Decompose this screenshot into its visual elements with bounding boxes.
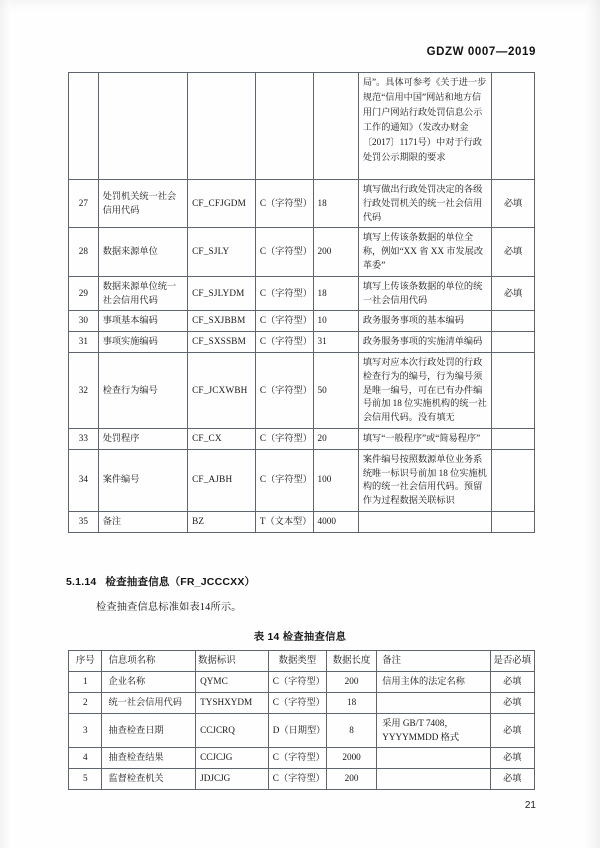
scan-edge-top [0,0,600,10]
cell-length: 20 [313,428,358,449]
cell-type: C（字符型） [255,311,313,332]
cell-remark: 填写对应本次行政处罚的行政检查行为的编号，行为编号须是唯一编号，可在已有办件编号前加 18 位实施机构的统一社会信用代码。没有填无 [358,352,491,428]
cell-name: 抽查检查结果 [102,748,196,769]
cell-length: 10 [313,311,358,332]
column-header-identifier: 数据标识 [196,651,269,672]
cell-required: 必填 [492,276,535,311]
cell-length: 18 [313,276,358,311]
cell-remark [377,769,490,790]
cell-length: 31 [313,332,358,353]
cell-name: 监督检查机关 [102,769,196,790]
cell-identifier [188,73,256,180]
cell-name: 备注 [98,511,187,532]
table-14-caption: 表 14 检查抽查信息 [253,632,347,643]
cell-name: 企业名称 [102,672,196,693]
table-header-row [69,651,535,672]
table-row [69,352,535,428]
cell-remark: 信用主体的法定名称 [377,672,490,693]
cell-identifier: CF_JCXWBH [188,352,256,428]
cell-type: C（字符型） [255,332,313,353]
table-14-inspection-info [68,650,535,790]
cell-name [98,73,187,180]
scan-edge-right [586,0,600,848]
cell-index: 31 [69,332,99,353]
cell-type: C（字符型） [255,276,313,311]
table-row [69,511,535,532]
cell-required [492,511,535,532]
cell-required [492,449,535,511]
table-row [69,449,535,511]
cell-index: 2 [69,692,102,713]
cell-required: 必填 [490,769,534,790]
cell-name: 处罚程序 [98,428,187,449]
cell-remark [377,692,490,713]
cell-name: 数据来源单位 [98,228,187,276]
cell-remark: 填写做出行政处罚决定的各级行政处罚机关的统一社会信用代码 [358,180,491,228]
column-header-length: 数据长度 [326,651,376,672]
cell-required: 必填 [490,748,534,769]
cell-remark: 填写“一般程序”或“简易程序” [358,428,491,449]
cell-remark: 政务服务事项的基本编码 [358,311,491,332]
cell-identifier: CCJCRQ [196,713,269,748]
section-title: 检查抽查信息（FR_JCCCXX） [105,576,256,588]
cell-type: C（字符型） [255,228,313,276]
table-row [69,332,535,353]
column-header-required: 是否必填 [490,651,534,672]
cell-identifier: CF_SXJBBM [188,311,256,332]
cell-remark: 政务服务事项的实施清单编码 [358,332,491,353]
cell-required [492,428,535,449]
cell-name: 检查行为编号 [98,352,187,428]
cell-type: C（字符型） [268,769,326,790]
cell-index: 28 [69,228,99,276]
table-row [69,276,535,311]
cell-identifier: CCJCJG [196,748,269,769]
cell-type: C（字符型） [268,748,326,769]
cell-remark: 案件编号按照数源单位业务系统唯一标识号前加 18 位实施机构的统一社会信用代码。预留作为过程数据关联标识 [358,449,491,511]
cell-remark [358,511,491,532]
column-header-type: 数据类型 [268,651,326,672]
cell-required: 必填 [490,713,534,748]
cell-required: 必填 [490,672,534,693]
table-row [69,769,535,790]
cell-type: C（字符型） [255,428,313,449]
cell-identifier: TYSHXYDM [196,692,269,713]
table-13-body [69,73,535,533]
cell-name: 处罚机关统一社会信用代码 [98,180,187,228]
cell-identifier: CF_CFJGDM [188,180,256,228]
table-row [69,748,535,769]
cell-length: 200 [313,228,358,276]
cell-index: 30 [69,311,99,332]
cell-index: 3 [69,713,102,748]
cell-length: 2000 [326,748,376,769]
cell-remark: 填写上传该条数据的单位的统一社会信用代码 [358,276,491,311]
cell-type: C（字符型） [255,352,313,428]
cell-identifier: CF_AJBH [188,449,256,511]
table-14-body [69,672,535,790]
cell-required [492,332,535,353]
table-row [69,228,535,276]
column-header-index: 序号 [69,651,102,672]
cell-identifier: CF_SJLY [188,228,256,276]
table-row [69,428,535,449]
cell-type: C（字符型） [255,180,313,228]
cell-length: 18 [313,180,358,228]
cell-type: C（字符型） [255,449,313,511]
cell-remark: 采用 GB/T 7408，YYYYMMDD 格式 [377,713,490,748]
cell-name: 案件编号 [98,449,187,511]
cell-required [492,352,535,428]
cell-required: 必填 [490,692,534,713]
column-header-remark: 备注 [377,651,490,672]
cell-length: 4000 [313,511,358,532]
section-heading [66,574,255,589]
table-14-header [69,651,535,672]
cell-required: 必填 [492,228,535,276]
cell-identifier: CF_SJLYDM [188,276,256,311]
table-row [69,180,535,228]
cell-identifier: BZ [188,511,256,532]
cell-required: 必填 [492,180,535,228]
cell-index [69,73,99,180]
cell-name: 数据来源单位统一社会信用代码 [98,276,187,311]
cell-name: 事项实施编码 [98,332,187,353]
table-row-continued [69,73,535,180]
page-header-standard-id: GDZW 0007—2019 [426,46,536,58]
cell-remark: 局”。具体可参考《关于进一步规范“信用中国”网站和地方信用门户网站行政处罚信息公示工作的通知》（发改办财金〔2017〕1171号）中对于行政处罚公示期限的要求 [358,73,491,180]
cell-length: 18 [326,692,376,713]
cell-type [255,73,313,180]
table-row [69,311,535,332]
cell-length: 8 [326,713,376,748]
section-paragraph: 检查抽查信息标准如表14所示。 [96,602,242,613]
cell-name: 抽查检查日期 [102,713,196,748]
page-number: 21 [524,800,536,811]
cell-type: C（字符型） [268,692,326,713]
cell-identifier: CF_CX [188,428,256,449]
cell-index: 35 [69,511,99,532]
cell-remark [377,748,490,769]
cell-length: 50 [313,352,358,428]
table-row [69,713,535,748]
cell-identifier: CF_SXSSBM [188,332,256,353]
cell-index: 33 [69,428,99,449]
table-13-administrative-penalty-info [68,72,535,533]
cell-index: 5 [69,769,102,790]
cell-index: 29 [69,276,99,311]
cell-required [492,311,535,332]
cell-index: 1 [69,672,102,693]
cell-required [492,73,535,180]
cell-type: T（文本型） [255,511,313,532]
table-row [69,692,535,713]
section-number: 5.1.14 [66,576,97,588]
cell-type: D（日期型） [268,713,326,748]
cell-identifier: QYMC [196,672,269,693]
cell-index: 32 [69,352,99,428]
cell-index: 34 [69,449,99,511]
cell-length: 200 [326,769,376,790]
cell-index: 4 [69,748,102,769]
cell-identifier: JDJCJG [196,769,269,790]
cell-index: 27 [69,180,99,228]
cell-name: 统一社会信用代码 [102,692,196,713]
cell-length: 200 [326,672,376,693]
cell-type: C（字符型） [268,672,326,693]
cell-name: 事项基本编码 [98,311,187,332]
cell-remark: 填写上传该条数据的单位全称，例如“XX 省 XX 市发展改革委” [358,228,491,276]
cell-length: 100 [313,449,358,511]
cell-length [313,73,358,180]
table-row [69,672,535,693]
scan-edge-left [0,0,10,848]
column-header-name: 信息项名称 [102,651,196,672]
